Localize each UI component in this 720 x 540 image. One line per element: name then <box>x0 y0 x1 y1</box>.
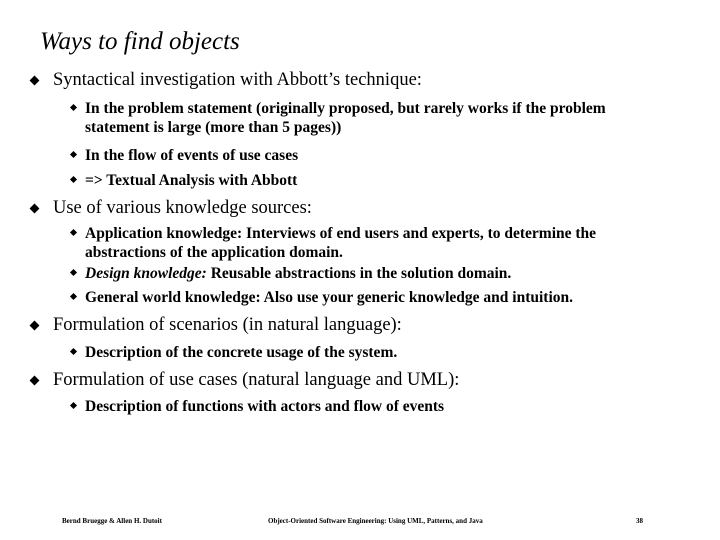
sub-bullet-text: In the problem statement (originally proposed, but rarely works if the problem <box>85 100 606 117</box>
sub-bullet-item <box>85 224 596 262</box>
footer-book-title: Object-Oriented Software Engineering: Using UML, Patterns, and Java <box>268 517 483 525</box>
sub-bullet-text: statement is large (more than 5 pages)) <box>85 119 342 136</box>
sub-bullet-item <box>85 146 298 165</box>
bullet-item <box>53 198 312 219</box>
sub-bullet-text: abstractions of the application domain. <box>85 244 343 261</box>
sub-bullet-item <box>85 264 511 283</box>
sub-bullet-item <box>85 343 397 362</box>
bullet-text: Formulation of scenarios (in natural language): <box>53 315 402 335</box>
square-bullet-icon <box>70 229 77 236</box>
emphasis-text: Design knowledge: <box>85 265 207 282</box>
square-bullet-icon <box>70 176 77 183</box>
sub-bullet-text: Application knowledge: Interviews of end users and experts, to determine the <box>85 225 597 242</box>
slide-title: Ways to find objects <box>40 28 240 55</box>
bullet-text: Formulation of use cases (natural language and UML): <box>53 370 460 390</box>
sub-bullet-text: Description of functions with actors and flow of events <box>85 398 445 415</box>
diamond-bullet-icon <box>30 321 40 331</box>
diamond-bullet-icon <box>30 76 40 86</box>
square-bullet-icon <box>70 293 77 300</box>
square-bullet-icon <box>70 348 77 355</box>
footer-page-number: 38 <box>636 517 643 525</box>
bullet-text: Use of various knowledge sources: <box>53 198 312 218</box>
sub-bullet-text: General world knowledge: Also use your generic knowledge and intuition. <box>85 289 573 306</box>
sub-bullet-item <box>85 288 573 307</box>
sub-bullet-text: Description of the concrete usage of the system. <box>85 344 398 361</box>
footer-authors: Bernd Bruegge & Allen H. Dutoit <box>62 517 162 525</box>
sub-bullet-text: Reusable abstractions in the solution domain. <box>206 265 512 282</box>
bullet-item <box>53 315 402 336</box>
square-bullet-icon <box>70 151 77 158</box>
diamond-bullet-icon <box>30 376 40 386</box>
sub-bullet-item <box>85 99 606 137</box>
sub-bullet-item <box>85 171 297 190</box>
square-bullet-icon <box>70 402 77 409</box>
diamond-bullet-icon <box>30 204 40 214</box>
sub-bullet-item <box>85 397 444 416</box>
bullet-text: Syntactical investigation with Abbott’s technique: <box>53 70 422 90</box>
bullet-item <box>53 70 422 91</box>
sub-bullet-text: => Textual Analysis with Abbott <box>85 172 298 189</box>
sub-bullet-text: In the flow of events of use cases <box>85 147 299 164</box>
square-bullet-icon <box>70 269 77 276</box>
bullet-item <box>53 370 459 391</box>
square-bullet-icon <box>70 104 77 111</box>
